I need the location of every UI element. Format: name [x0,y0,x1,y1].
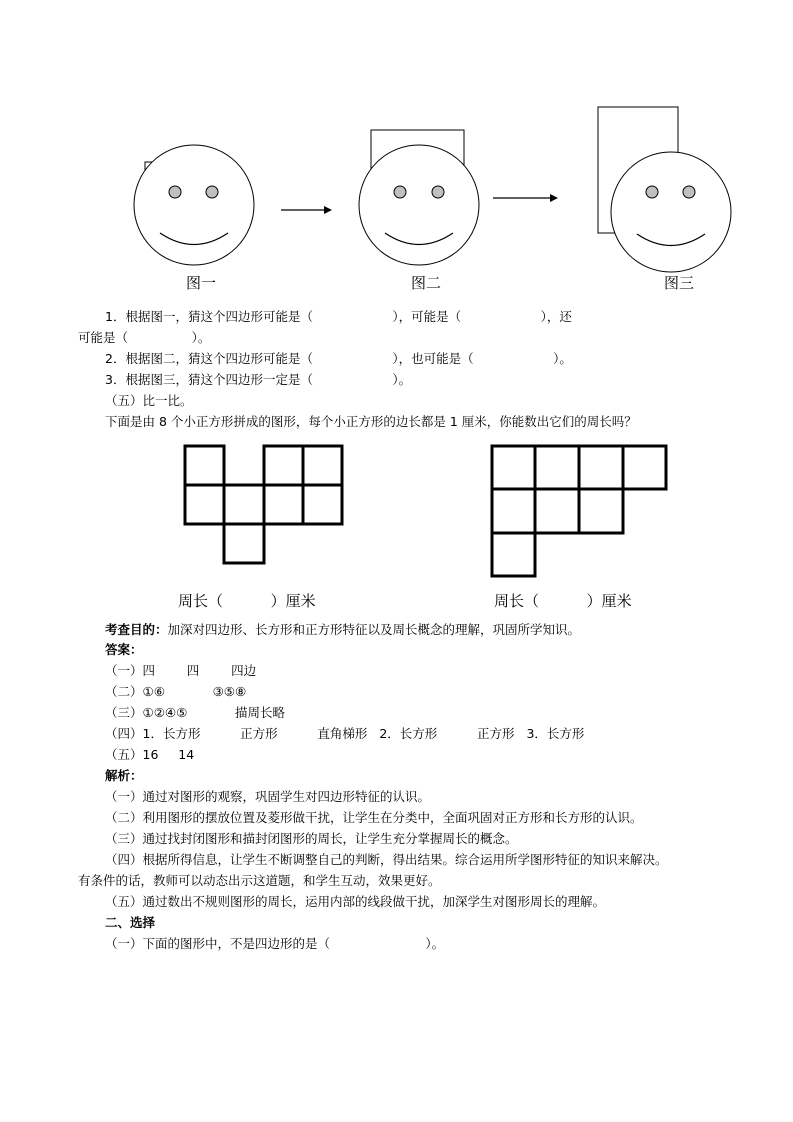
answer-item: （三）①②④⑤ 描周长略 [105,705,286,720]
purpose-line [105,622,580,638]
figure-one [134,145,254,265]
arrow-one [281,206,332,214]
section-five-description: 下面是由 8 个小正方形拼成的图形，每个小正方形的边长都是 1 厘米，你能数出它们的周长吗？ [105,414,637,429]
figure-two-right-eye [432,186,444,198]
answer-item: （四）1．长方形 正方形 直角梯形 2．长方形 正方形 3．长方形 [105,726,585,741]
figure-one-right-eye [206,186,218,198]
figure-three [598,107,731,272]
analysis-item: 有条件的话，教师可以动态出示这道题，和学生互动，效果更好。 [78,873,441,888]
perimeter-label-left: 周长（ ）厘米 [178,592,316,610]
purpose-label: 考查目的： [105,622,168,637]
question-two: 2．根据图二，猜这个四边形可能是（ ），也可能是（ ）。 [105,351,572,366]
question-one-line-two: 可能是（ ）。 [78,330,211,345]
caption-figure-three: 图三 [664,274,695,292]
section-five-title: （五）比一比。 [105,393,193,408]
arrow-two [493,194,558,202]
analysis-item: （二）利用图形的摆放位置及菱形做干扰，让学生在分类中，全面巩固对正方形和长方形的认识。 [105,810,643,825]
analysis-label: 解析： [105,768,143,783]
section-two-title: 二、选择 [105,915,156,930]
figure-two-left-eye [394,186,406,198]
question-three: 3．根据图三，猜这个四边形一定是（ ）。 [105,372,412,387]
figure-two [359,130,479,265]
analysis-item: （一）通过对图形的观察，巩固学生对四边形特征的认识。 [105,789,431,804]
section-two-question-one: （一）下面的图形中，不是四边形的是（ ）。 [105,936,445,951]
analysis-item: （五）通过数出不规则图形的周长，运用内部的线段做干扰，加深学生对图形周长的理解。 [105,894,606,909]
figure-one-face [134,145,254,265]
figure-three-right-eye [683,186,695,198]
purpose-text: 加深对四边形、长方形和正方形特征以及周长概念的理解，巩固所学知识。 [167,622,581,637]
figure-two-face [359,145,479,265]
answers-label: 答案： [105,642,143,657]
analysis-item: （四）根据所得信息，让学生不断调整自己的判断，得出结果。综合运用所学图形特征的知识来解决。 [105,852,668,867]
analysis-item: （三）通过找封闭图形和描封闭图形的周长，让学生充分掌握周长的概念。 [105,831,518,846]
answer-item: （五）16 14 [105,747,195,762]
question-one-line-one: 1．根据图一，猜这个四边形可能是（ ），可能是（ ），还 [105,309,572,324]
answer-item: （一）四 四 四边 [105,663,257,678]
grid-figure-right [492,446,666,576]
figure-three-left-eye [646,186,658,198]
figure-three-face [611,152,731,272]
caption-figure-two: 图二 [411,274,442,292]
caption-figure-one: 图一 [186,274,217,292]
perimeter-label-right: 周长（ ）厘米 [494,592,632,610]
grid-figure-left [185,446,342,563]
answer-item: （二）①⑥ ③⑤⑧ [105,684,247,699]
figure-one-left-eye [169,186,181,198]
